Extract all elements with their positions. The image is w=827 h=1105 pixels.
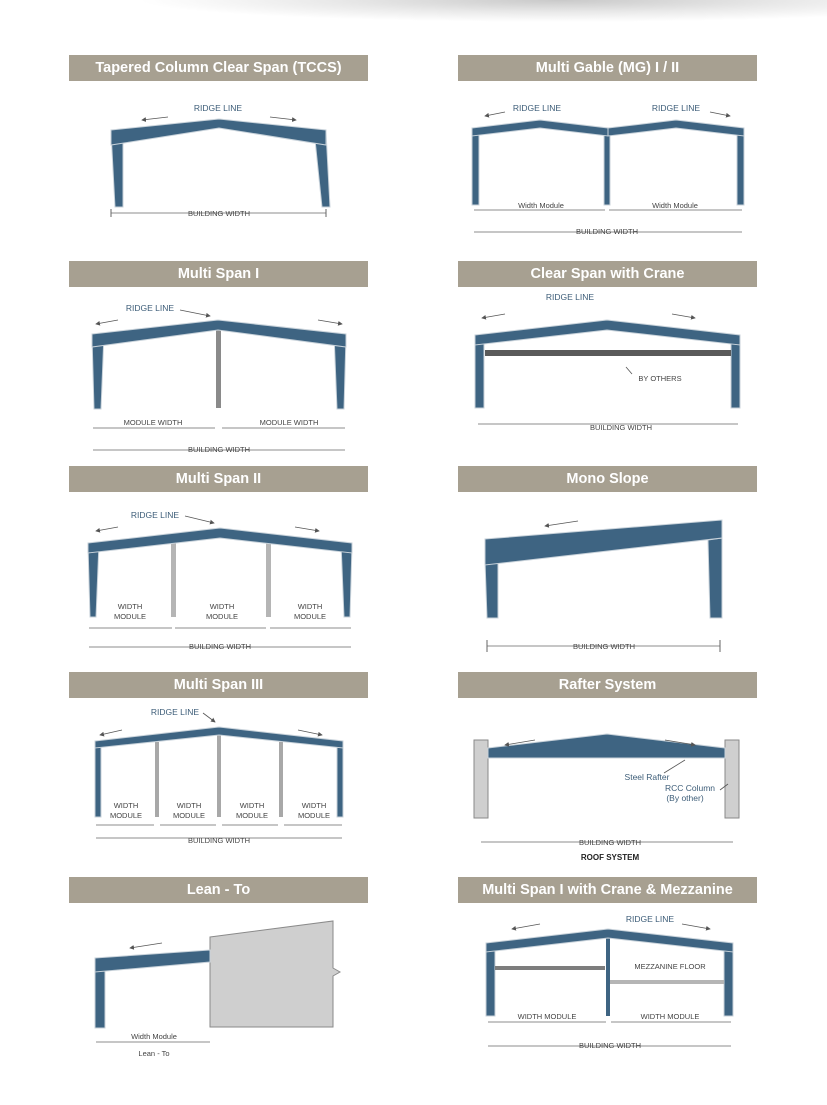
ms3-width-1: WIDTH: [113, 801, 139, 810]
width-module-label-mg-2: Width Module: [652, 201, 698, 210]
ms3-module-3: MODULE: [235, 811, 269, 820]
title-mono-slope: Mono Slope: [458, 466, 757, 492]
ms2-module-2: MODULE: [205, 612, 239, 621]
ms2-module-3: MODULE: [293, 612, 327, 621]
steel-rafter-label: Steel Rafter: [624, 772, 670, 782]
diagram-tccs: [111, 117, 330, 217]
title-rafter-system: Rafter System: [458, 672, 757, 698]
by-others-label: BY OTHERS: [638, 374, 682, 383]
ridge-label-ms3: RIDGE LINE: [150, 707, 200, 717]
module-label-ms1-1: MODULE WIDTH: [123, 418, 183, 427]
title-clear-span-crane: Clear Span with Crane: [458, 261, 757, 287]
ms2-width-2: WIDTH: [209, 602, 235, 611]
ms2-module-1: MODULE: [113, 612, 147, 621]
ms3-module-1: MODULE: [109, 811, 143, 820]
width-label-csc: BUILDING WIDTH: [589, 423, 653, 432]
width-label-mg: BUILDING WIDTH: [575, 227, 639, 236]
ridge-label-csc: RIDGE LINE: [545, 292, 595, 302]
ridge-label-tccs: RIDGE LINE: [193, 103, 243, 113]
width-label-ms1: BUILDING WIDTH: [187, 445, 251, 454]
title-multi-span-3: Multi Span III: [69, 672, 368, 698]
ms3-width-3: WIDTH: [239, 801, 265, 810]
mezzanine-label: MEZZANINE FLOOR: [634, 962, 706, 971]
width-label-rafter: BUILDING WIDTH: [578, 838, 642, 847]
ms3-width-4: WIDTH: [301, 801, 327, 810]
ms3-width-2: WIDTH: [176, 801, 202, 810]
width-module-label-mg-1: Width Module: [518, 201, 564, 210]
roof-system-label: ROOF SYSTEM: [580, 853, 640, 862]
width-label-ms3: BUILDING WIDTH: [187, 836, 251, 845]
ridge-label-ms1: RIDGE LINE: [125, 303, 175, 313]
ms2-width-3: WIDTH: [297, 602, 323, 611]
ms2-width-1: WIDTH: [117, 602, 143, 611]
width-label-msc: BUILDING WIDTH: [578, 1041, 642, 1050]
diagram-lean-to: [95, 921, 340, 1042]
diagram-multi-gable: [472, 112, 744, 232]
diagram-mono-slope: [485, 520, 722, 652]
diagram-multi-span-1: [92, 310, 346, 450]
ridge-label-mg-left: RIDGE LINE: [512, 103, 562, 113]
width-label-tccs: BUILDING WIDTH: [187, 209, 251, 218]
ms3-module-4: MODULE: [297, 811, 331, 820]
diagram-multi-span-crane-mezz: [486, 924, 733, 1046]
ms3-module-2: MODULE: [172, 811, 206, 820]
title-lean-to: Lean - To: [69, 877, 368, 903]
diagram-multi-span-2: [88, 516, 352, 647]
title-multi-span-1: Multi Span I: [69, 261, 368, 287]
title-multi-span-2: Multi Span II: [69, 466, 368, 492]
diagram-clear-span-crane: [475, 314, 740, 424]
lean-to-width-label: Width Module: [131, 1032, 177, 1041]
ridge-label-ms2: RIDGE LINE: [130, 510, 180, 520]
title-tccs: Tapered Column Clear Span (TCCS): [69, 55, 368, 81]
width-label-mono: BUILDING WIDTH: [572, 642, 636, 651]
module-label-ms1-2: MODULE WIDTH: [259, 418, 319, 427]
by-other-label: (By other): [666, 793, 704, 803]
ridge-label-mg-right: RIDGE LINE: [651, 103, 701, 113]
msc-module-2: WIDTH MODULE: [640, 1012, 700, 1021]
width-label-ms2: BUILDING WIDTH: [188, 642, 252, 651]
msc-module-1: WIDTH MODULE: [517, 1012, 577, 1021]
title-multi-gable: Multi Gable (MG) I / II: [458, 55, 757, 81]
rcc-column-label: RCC Column: [664, 783, 716, 793]
lean-to-label: Lean - To: [138, 1049, 170, 1058]
ridge-label-msc: RIDGE LINE: [625, 914, 675, 924]
title-multi-span-crane-mezz: Multi Span I with Crane & Mezzanine: [458, 877, 757, 903]
